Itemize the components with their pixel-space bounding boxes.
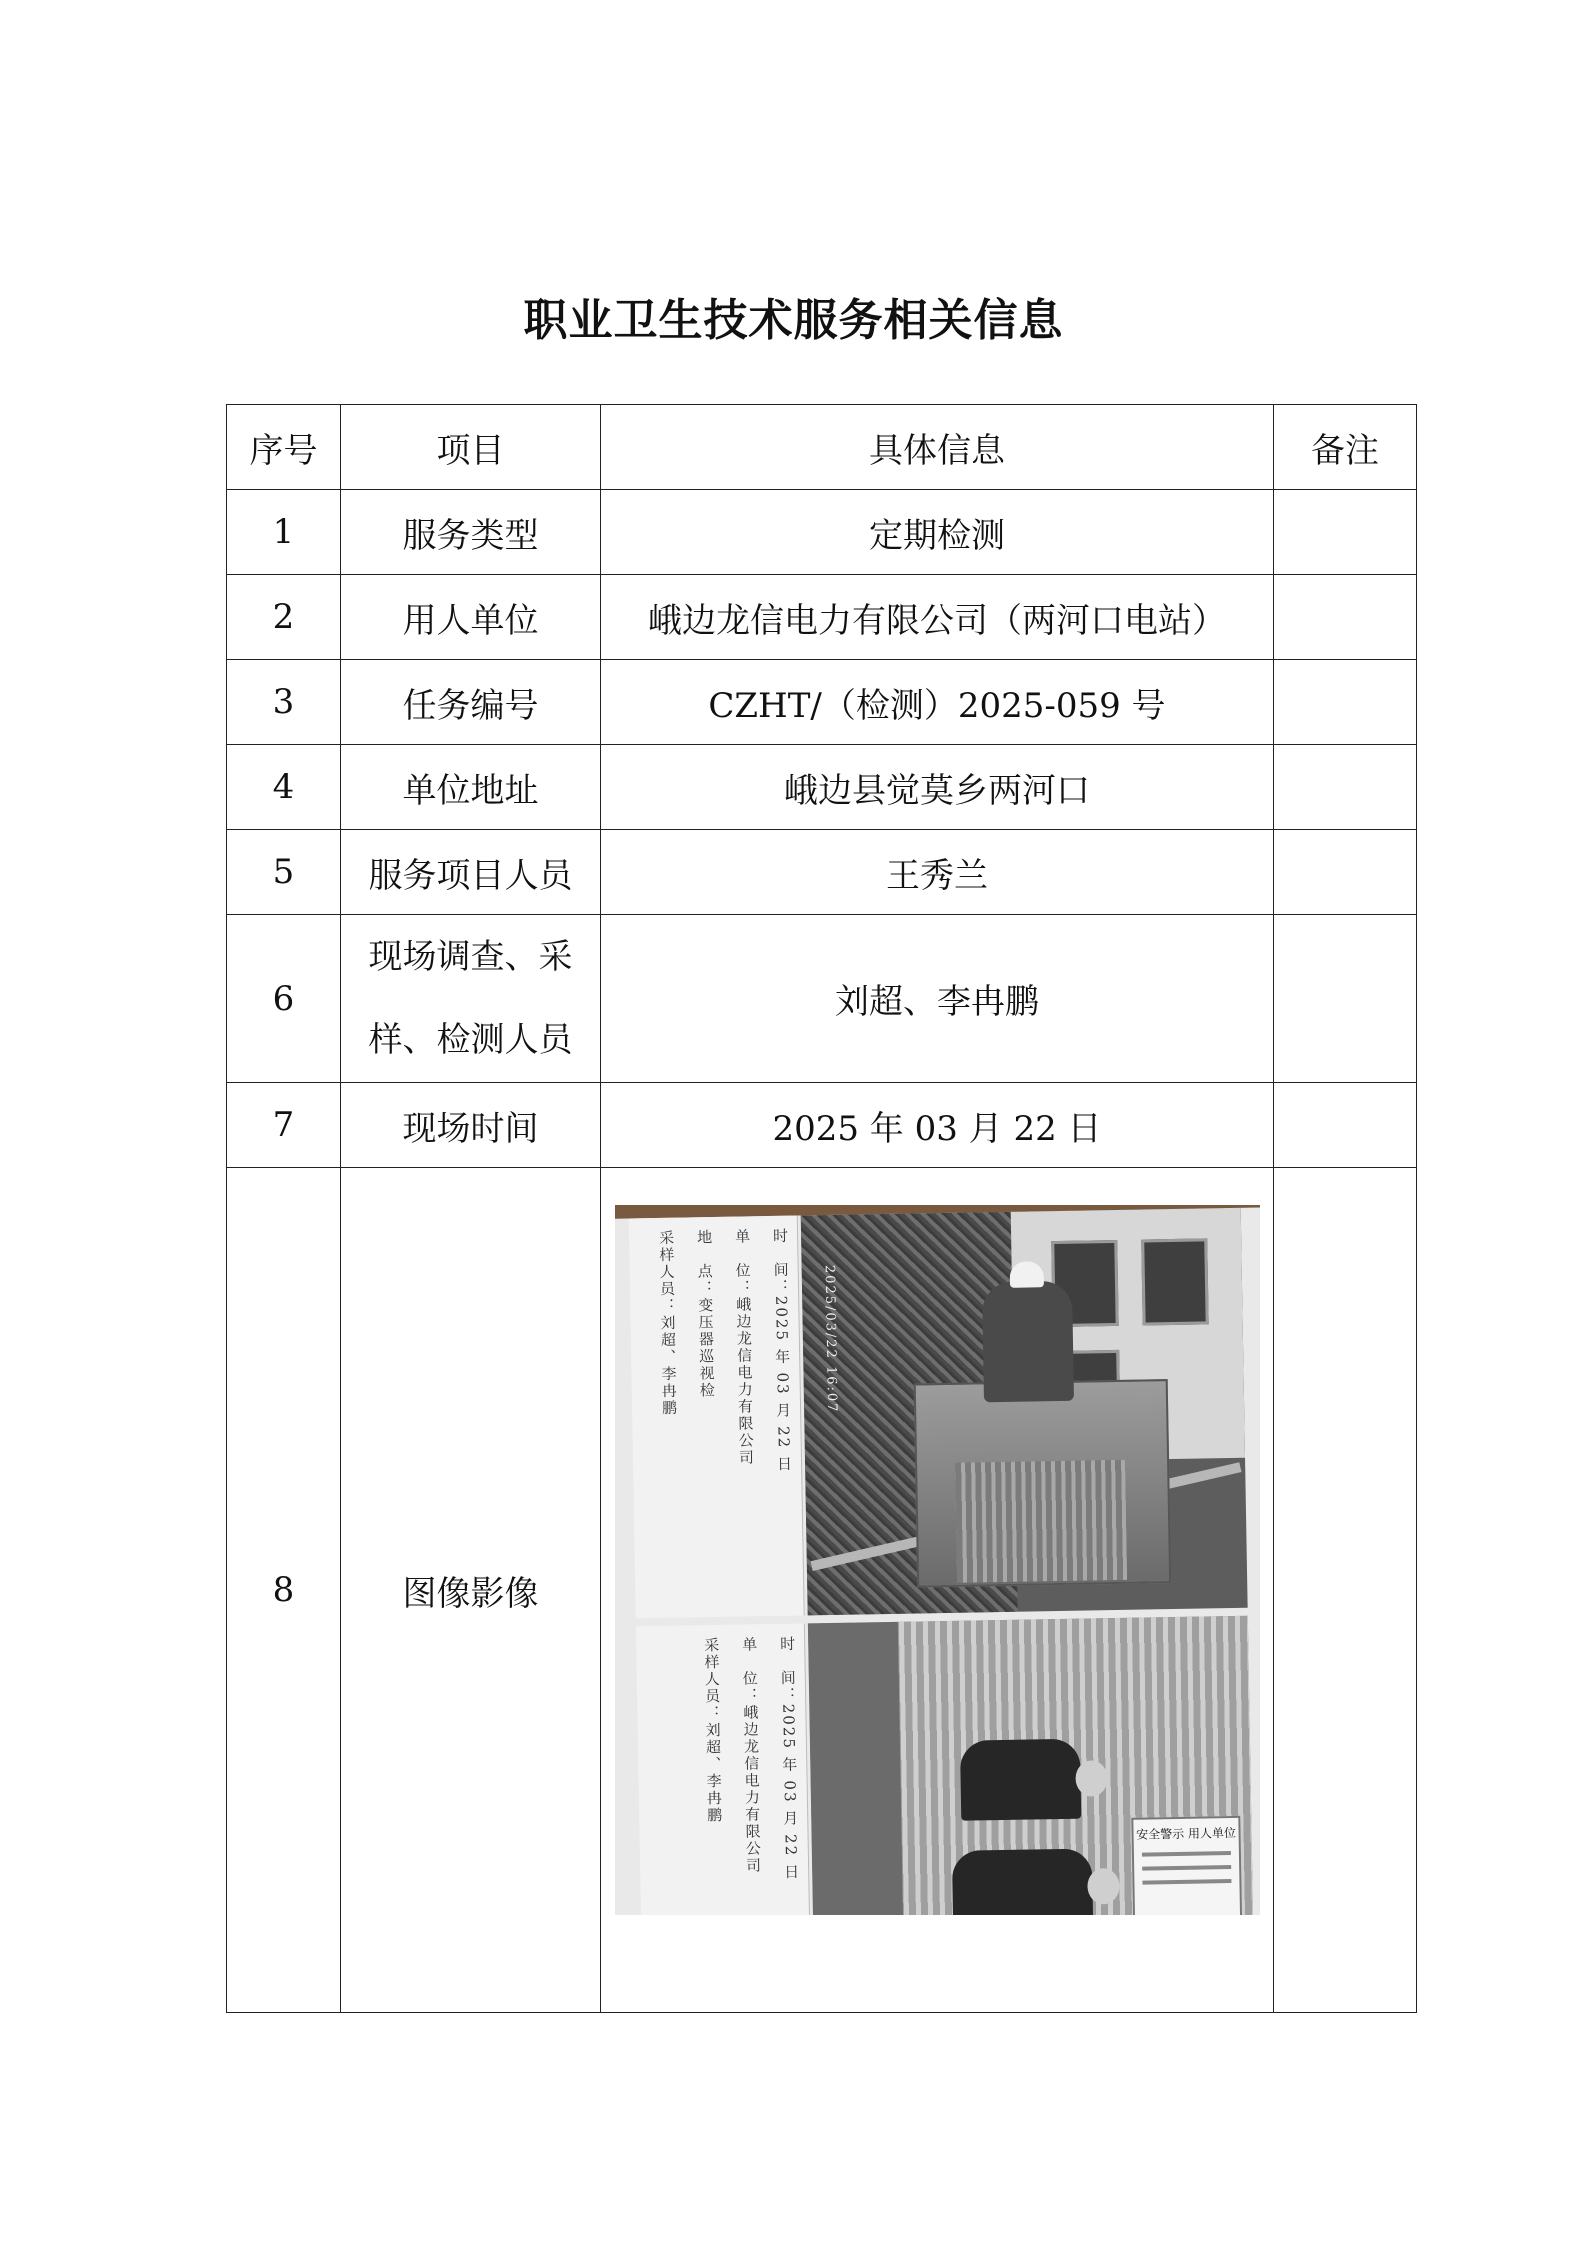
row-remark [1274,490,1417,575]
table-header-row [227,405,1417,490]
board-line [1142,1865,1231,1871]
row-no: 3 [227,660,341,745]
row-no: 5 [227,830,341,915]
helmet [1009,1261,1043,1288]
site-photo [615,1205,1260,1915]
row-item-line2: 样、检测人员 [368,1019,573,1060]
person-head [1075,1760,1108,1797]
row-no: 8 [227,1168,341,2013]
caption-staff: 采样人员：刘超、李冉鹏 [656,1229,678,1417]
row-item: 用人单位 [341,575,601,660]
row-no: 1 [227,490,341,575]
caption-staff: 采样人员：刘超、李冉鹏 [701,1636,723,1825]
person-head [1087,1868,1120,1905]
person [981,1281,1073,1403]
row-detail: 峨边县觉莫乡两河口 [601,745,1274,830]
row-item: 图像影像 [341,1168,601,2013]
row-remark [1274,1083,1417,1168]
table-row [227,1168,1417,2013]
person [959,1739,1080,1821]
row-item [341,915,601,1083]
row-remark [1274,915,1417,1083]
row-item: 服务类型 [341,490,601,575]
caption-time: 时 间：2025 年 03 月 22 日 [770,1227,793,1474]
row-no: 4 [227,745,341,830]
row-detail: 王秀兰 [601,830,1274,915]
ground [807,1622,902,1915]
table-row [227,915,1417,1083]
info-table [226,404,1417,2013]
page-title: 职业卫生技术服务相关信息 [523,295,1064,346]
row-item: 现场时间 [341,1083,601,1168]
board-line [1142,1879,1231,1885]
row-detail: 刘超、李冉鹏 [601,915,1274,1083]
row-no: 2 [227,575,341,660]
row-remark [1274,575,1417,660]
caption-unit: 单 位：峨边龙信电力有限公司 [739,1636,762,1875]
staff-photo [807,1616,1252,1915]
table-row [227,745,1417,830]
row-item: 单位地址 [341,745,601,830]
caption-unit: 单 位：峨边龙信电力有限公司 [732,1228,755,1467]
row-no: 6 [227,915,341,1083]
row-detail [601,1168,1274,2013]
table-row [227,575,1417,660]
row-remark [1274,745,1417,830]
row-detail: 2025 年 03 月 22 日 [601,1083,1274,1168]
caption-strip-top [628,1216,804,1619]
caption-place: 地 点：变压器巡视检 [694,1228,716,1400]
table-row [227,830,1417,915]
photo-timestamp: 2025/03/22 16:07 [821,1264,839,1414]
row-remark [1274,1168,1417,2013]
notice-board [1131,1816,1242,1915]
table-row [227,1083,1417,1168]
header-item: 项目 [341,405,601,490]
photo-sheet [615,1207,1260,1915]
header-no: 序号 [227,405,341,490]
transformer-fins [955,1460,1127,1583]
board-line [1141,1851,1230,1857]
row-remark [1274,830,1417,915]
row-detail: 定期检测 [601,490,1274,575]
row-no: 7 [227,1083,341,1168]
row-item: 服务项目人员 [341,830,601,915]
row-detail: 峨边龙信电力有限公司（两河口电站） [601,575,1274,660]
header-remark: 备注 [1274,405,1417,490]
table-row [227,490,1417,575]
row-detail: CZHT/（检测）2025-059 号 [601,660,1274,745]
row-item: 任务编号 [341,660,601,745]
caption-time: 时 间：2025 年 03 月 22 日 [777,1635,800,1882]
person [951,1848,1092,1915]
board-text: 安全警示 用人单位 [1135,1825,1236,1842]
transformer-photo [800,1208,1247,1616]
row-item-line1: 现场调查、采 [368,936,573,977]
row-remark [1274,660,1417,745]
table-row [227,660,1417,745]
window [1141,1238,1208,1325]
header-detail: 具体信息 [601,405,1274,490]
caption-strip-bottom [635,1623,809,1915]
